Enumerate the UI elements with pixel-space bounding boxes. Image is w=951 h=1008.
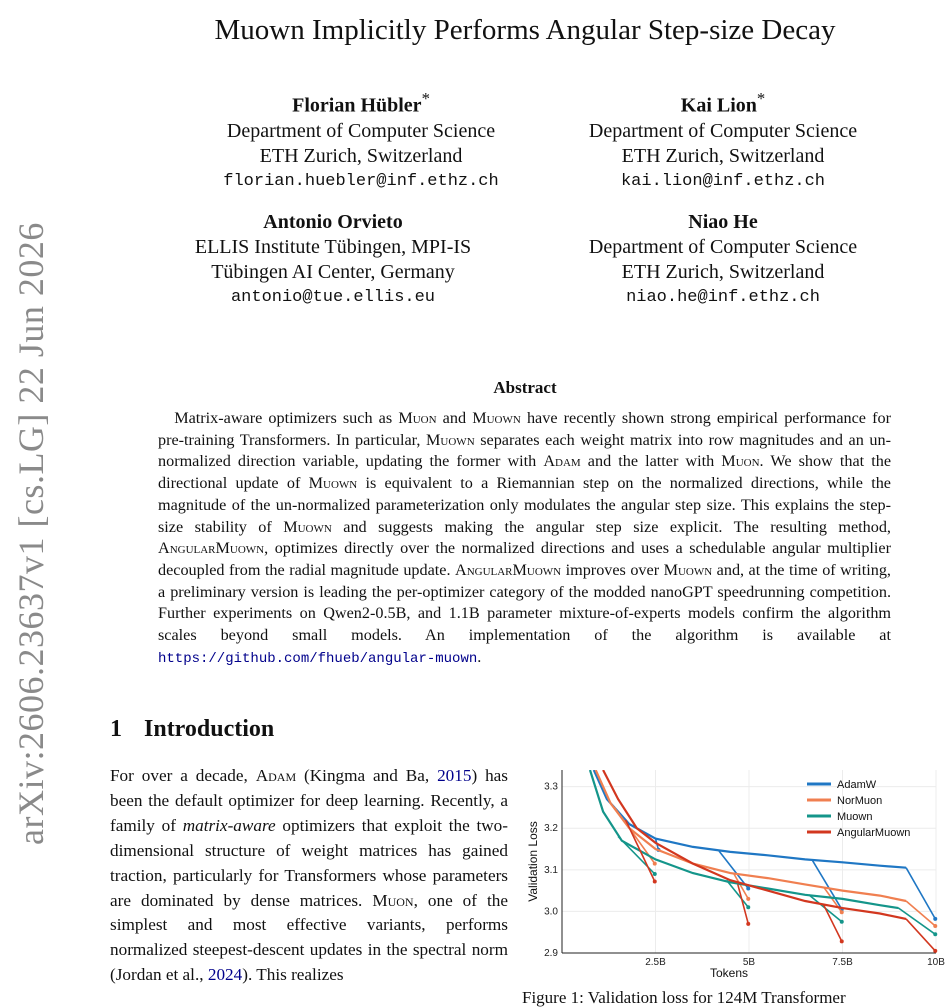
author-name: Antonio Orvieto <box>263 211 403 233</box>
author-name: Kai Lion <box>680 94 757 117</box>
endpoint-muown <box>746 905 750 909</box>
endpoint-adamw <box>746 887 750 891</box>
intro-paragraph <box>110 764 508 988</box>
abstract-text: Matrix-aware optimizers such as Muon and Muown have recently shown strong empirical performance for pre-training Transformers. In particular, Muown separates each weight matrix into row magnitudes and an un-normalized direction variable, updating the former with Adam and the latter with Muon. We show that the directional update of Muown is equivalent to a Riemannian step on the normalized directions, while the magnitude of the un-normalized parameterization only modulates the angular step size. This explains the step-size stability of Muown and suggests making the angular step size explicit. The resulting method, AngularMuown, optimizes directly over the normalized directions and uses a schedulable angular multiplier decoupled from the radial magnitude update. AngularMuown improves over Muown and, at the time of writing, a preliminary version is leading the per-optimizer category of the modded nanoGPT speedrunning competition. Further experiments on Qwen2-0.5B, and 1.1B parameter mixture-of-experts models confirm the algorithm scales beyond small models. An implementation of the algorithm is available at <box>158 409 892 645</box>
x-axis-label: Tokens <box>709 966 749 980</box>
endpoint-normuon <box>746 897 750 901</box>
endpoint-angularmuown <box>933 949 937 953</box>
endpoint-angularmuown <box>840 939 844 943</box>
validation-loss-chart <box>520 760 945 1000</box>
intro-text: ) has been the default optimizer for deep learning. Recently, a family of <box>110 766 508 835</box>
author-email[interactable]: antonio@tue.ellis.eu <box>230 288 436 307</box>
arxiv-stamp: arXiv:2606.23637v1 [cs.LG] 22 Jun 2026 <box>11 222 51 845</box>
author-affiliation: Tübingen AI Center, Germany <box>211 261 455 283</box>
author-block <box>553 86 893 194</box>
abstract-heading: Abstract <box>493 378 557 397</box>
decay-line-normuon <box>906 901 935 926</box>
legend-label: AdamW <box>837 779 877 791</box>
abstract-text-end: . <box>477 647 482 666</box>
intro-text: (Kingma and Ba, <box>296 766 438 785</box>
figure-1 <box>520 760 945 1000</box>
repo-link[interactable]: https://github.com/fhueb/angular-muown <box>158 650 478 667</box>
muon-name: Muon <box>372 890 414 910</box>
decay-line-angularmuown <box>824 905 842 941</box>
y-axis-label: Validation Loss <box>526 821 540 902</box>
endpoint-angularmuown <box>746 922 750 926</box>
endpoint-normuon <box>653 862 657 866</box>
x-tick-label: 7.5B <box>832 957 853 968</box>
intro-emphasis: matrix-aware <box>182 815 276 835</box>
endpoint-normuon <box>933 924 937 928</box>
endpoint-muown <box>840 920 844 924</box>
author-block <box>553 210 893 310</box>
author-name: Niao He <box>688 211 758 233</box>
section-heading <box>110 716 274 743</box>
y-tick-label: 3.0 <box>544 906 558 918</box>
legend-label: NorMuon <box>837 795 883 807</box>
author-affiliation: Department of Computer Science <box>588 119 858 142</box>
intro-text: ). This realizes <box>242 965 344 985</box>
author-name: Florian Hübler <box>292 94 422 117</box>
author-affiliation: ELLIS Institute Tübingen, MPI-IS <box>194 236 472 258</box>
author-email[interactable]: florian.huebler@inf.ethz.ch <box>223 171 499 191</box>
adam-name: Adam <box>255 766 297 785</box>
endpoint-adamw <box>933 917 937 921</box>
endpoint-angularmuown <box>653 879 657 883</box>
y-tick-label: 3.3 <box>544 781 558 793</box>
citation-link[interactable]: 2015 <box>437 766 472 785</box>
x-tick-label: 10B <box>927 957 945 968</box>
intro-text: , one of the simplest and most effective variants, performs normalized steepest-descent updates in the spectral norm (Jordan et al., <box>110 890 508 985</box>
author-block <box>163 210 503 310</box>
figure-caption: Figure 1: Validation loss for 124M Transformer <box>522 988 846 1007</box>
author-affiliation: ETH Zurich, Switzerland <box>621 144 825 167</box>
endpoint-muown <box>653 872 657 876</box>
author-mark: * <box>756 89 766 108</box>
abstract-body <box>158 408 891 670</box>
author-mark: * <box>421 89 430 108</box>
section-number: 1 <box>110 716 122 742</box>
endpoint-muown <box>933 932 937 936</box>
y-tick-label: 3.2 <box>544 823 558 835</box>
author-affiliation: Department of Computer Science <box>588 236 858 258</box>
author-affiliation: Department of Computer Science <box>226 119 496 142</box>
x-tick-label: 5B <box>742 957 756 968</box>
intro-text: optimizers that exploit the two-dimensional structure of weight matrices has gained traction, particularly for Transformers whose parameters are dominated by dense matrices. <box>110 815 508 910</box>
legend-label: Muown <box>837 811 873 823</box>
intro-text: For over a decade, <box>110 766 256 785</box>
legend-label: AngularMuown <box>837 827 911 839</box>
author-affiliation: ETH Zurich, Switzerland <box>621 261 825 283</box>
endpoint-normuon <box>840 910 844 914</box>
author-affiliation: ETH Zurich, Switzerland <box>259 144 463 167</box>
citation-link[interactable]: 2024 <box>207 965 243 985</box>
y-tick-label: 2.9 <box>544 948 558 959</box>
author-email[interactable]: kai.lion@inf.ethz.ch <box>620 171 826 191</box>
x-tick-label: 2.5B <box>645 957 666 968</box>
paper-title: Muown Implicitly Performs Angular Step-size Decay <box>214 14 836 46</box>
y-tick-label: 3.1 <box>544 864 558 876</box>
section-title: Introduction <box>144 716 275 742</box>
author-email[interactable]: niao.he@inf.ethz.ch <box>626 288 820 307</box>
author-block <box>191 86 531 194</box>
